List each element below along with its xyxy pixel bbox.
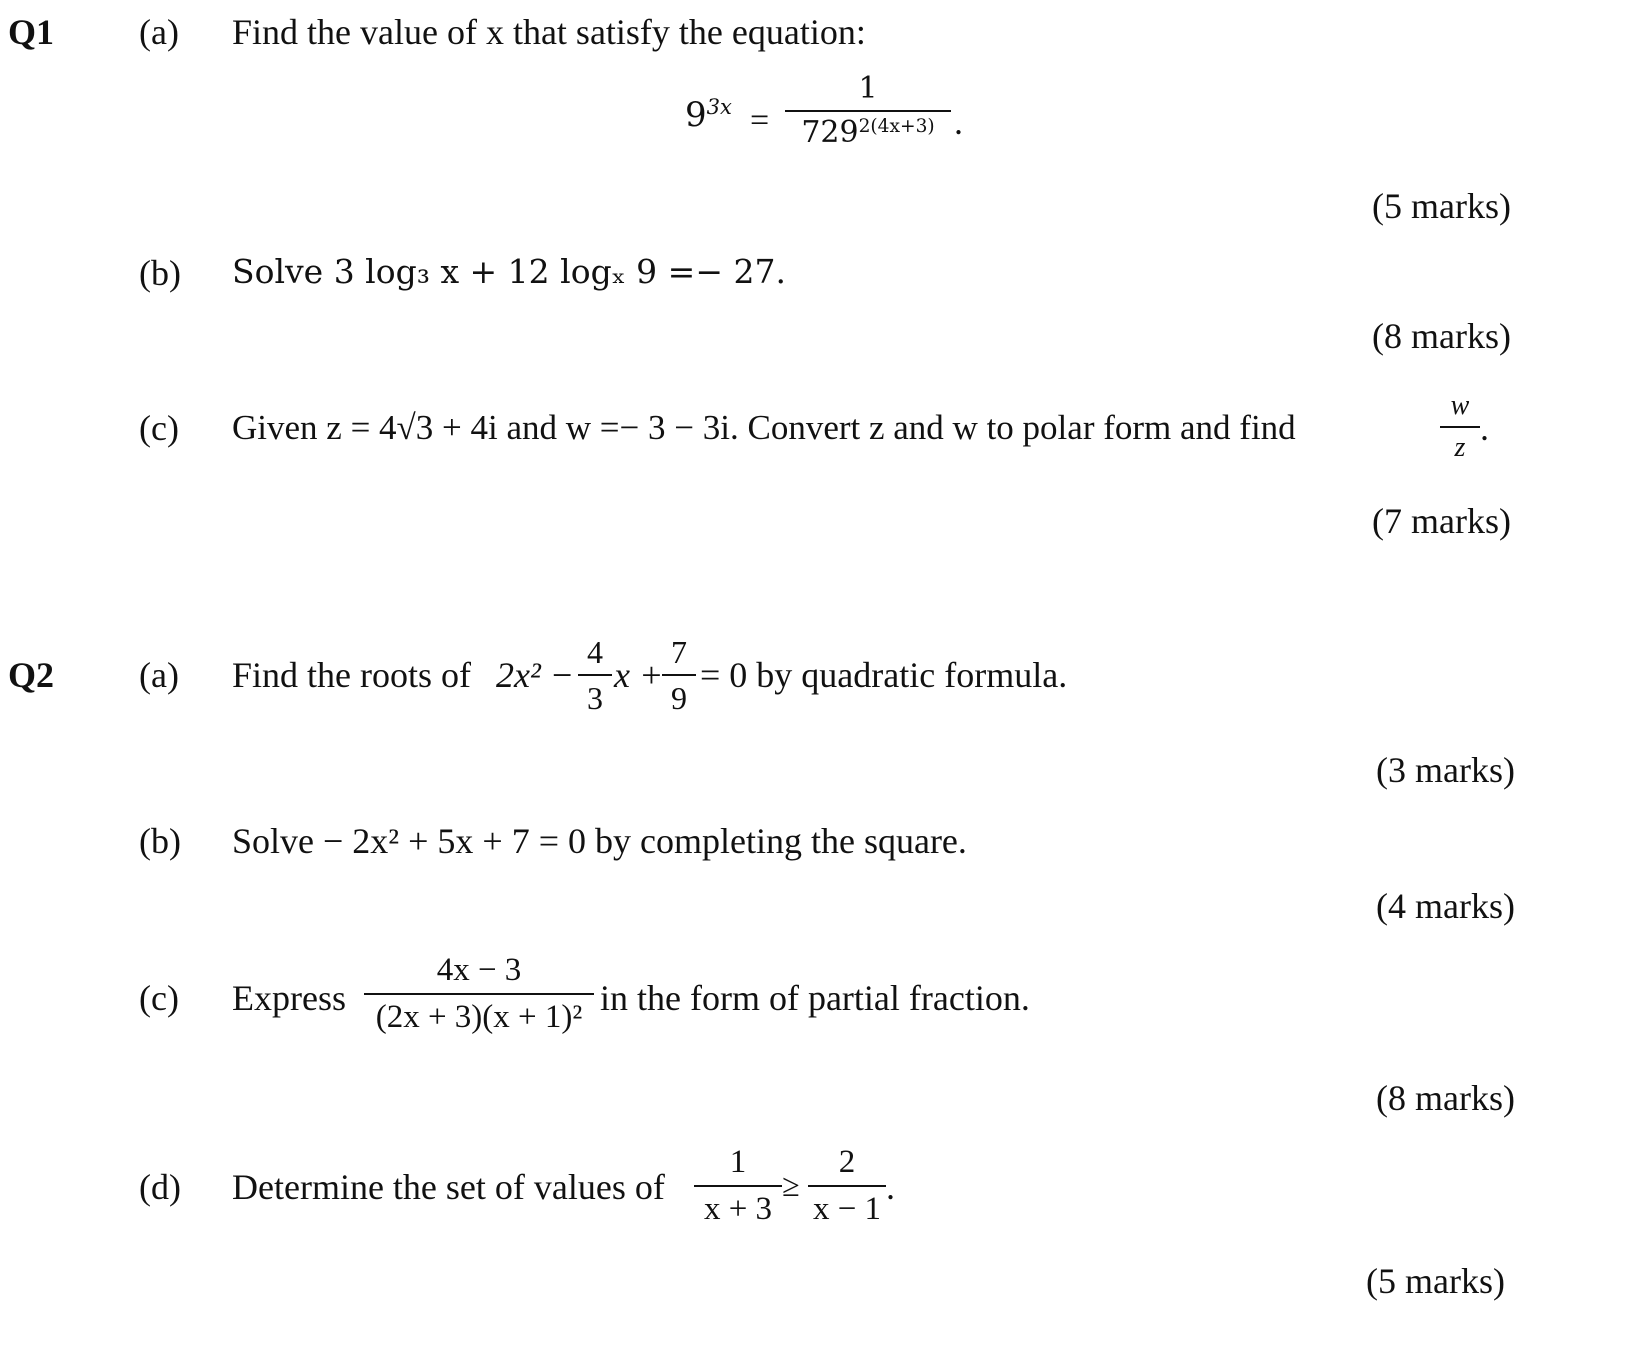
q2d-operator: ≥ xyxy=(782,1167,800,1203)
q2d-fraction-1 xyxy=(694,1146,782,1226)
q1b-text: Solve 3 log₃ x + 12 logₓ 9 =− 27. xyxy=(232,252,786,291)
q1a-text: Find the value of x that satisfy the equation: xyxy=(232,12,866,52)
q1a-lhs-base: 9 xyxy=(685,95,707,135)
part-label-q2a: (a) xyxy=(139,655,179,695)
q1c-fraction-denominator: z xyxy=(1454,432,1466,463)
q2a-expr-part1: 2x² − xyxy=(496,655,575,695)
question-number-q1: Q1 xyxy=(8,12,55,52)
part-label-q1b: (b) xyxy=(139,253,181,293)
q1c-fraction-w-over-z xyxy=(1440,392,1480,462)
marks-q1a: (5 marks) xyxy=(1372,186,1511,226)
q2d-text-pre: Determine the set of values of xyxy=(232,1167,665,1207)
marks-q2a: (3 marks) xyxy=(1376,750,1515,790)
q2c-fraction xyxy=(364,954,594,1034)
q2a-fraction-2-numerator: 7 xyxy=(671,634,687,670)
q1a-fraction-numerator: 1 xyxy=(858,71,878,106)
q2d-fraction-2-denominator: x − 1 xyxy=(812,1191,882,1227)
q2a-fraction-1-numerator: 4 xyxy=(587,634,603,670)
q1c-fraction-numerator: w xyxy=(1450,390,1470,421)
q2a-text-pre: Find the roots of xyxy=(232,655,471,695)
q1c-period: . xyxy=(1480,408,1489,448)
q2c-text-pre: Express xyxy=(232,978,346,1018)
part-label-q1a: (a) xyxy=(139,12,179,52)
q1a-lhs-exponent: 3x xyxy=(706,94,732,120)
part-label-q2c: (c) xyxy=(139,978,179,1018)
q2d-fraction-1-numerator: 1 xyxy=(729,1144,747,1180)
part-label-q2b: (b) xyxy=(139,821,181,861)
q2d-fraction-2 xyxy=(808,1146,886,1226)
q2a-fraction-1 xyxy=(578,636,612,714)
q2a-expr-part3: = 0 by quadratic formula. xyxy=(700,655,1068,695)
part-label-q2d: (d) xyxy=(139,1167,181,1207)
part-label-q1c: (c) xyxy=(139,408,179,448)
marks-q2b: (4 marks) xyxy=(1376,886,1515,926)
marks-q1c: (7 marks) xyxy=(1372,501,1511,541)
q2c-text-post: in the form of partial fraction. xyxy=(600,978,1030,1018)
q1a-equals: = xyxy=(750,102,770,139)
q2d-period: . xyxy=(886,1167,895,1207)
q2d-fraction-2-numerator: 2 xyxy=(838,1144,856,1180)
q1a-fraction xyxy=(785,71,951,150)
q1c-text: Given z = 4√3 + 4i and w =− 3 − 3i. Convert z and w to polar form and find xyxy=(232,408,1296,447)
q2a-fraction-2 xyxy=(662,636,696,714)
marks-q1b: (8 marks) xyxy=(1372,316,1511,356)
q2b-text: Solve − 2x² + 5x + 7 = 0 by completing the square. xyxy=(232,821,967,861)
q2a-fraction-1-denominator: 3 xyxy=(587,680,603,716)
q2d-fraction-1-denominator: x + 3 xyxy=(703,1191,773,1227)
q2a-expr-part2: x + xyxy=(614,655,664,695)
marks-q2d: (5 marks) xyxy=(1366,1261,1505,1301)
marks-q2c: (8 marks) xyxy=(1376,1078,1515,1118)
q2c-fraction-numerator: 4x − 3 xyxy=(436,952,522,988)
q1a-period: . xyxy=(954,102,963,142)
q1a-fraction-denominator: $729^{2(4x+3)}$ xyxy=(801,115,935,150)
q2a-fraction-2-denominator: 9 xyxy=(671,680,687,716)
q2c-fraction-denominator: (2x + 3)(x + 1)² xyxy=(375,999,583,1035)
question-number-q2: Q2 xyxy=(8,655,55,695)
